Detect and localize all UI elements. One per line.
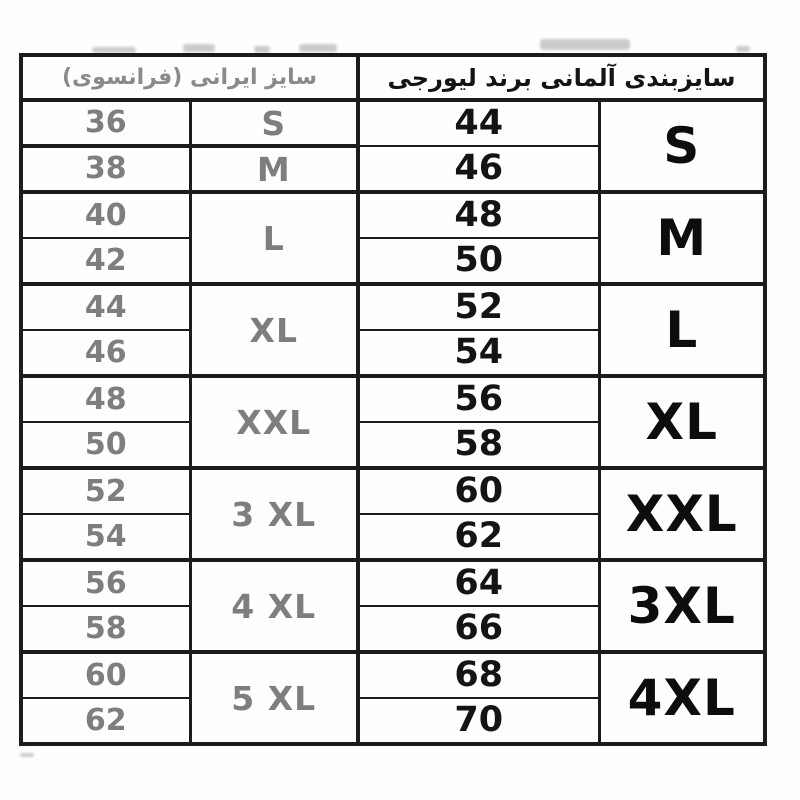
german-size-cell: 56 xyxy=(358,376,599,422)
table-row xyxy=(21,376,765,422)
german-size-cell: 64 xyxy=(358,560,599,606)
iran-size-cell: 36 xyxy=(21,100,190,146)
german-size-cell: 66 xyxy=(358,606,599,652)
iran-size-cell: 50 xyxy=(21,422,190,468)
iran-letter-cell: M xyxy=(190,146,358,192)
iran-size-cell: 48 xyxy=(21,376,190,422)
german-size-cell: 48 xyxy=(358,192,599,238)
german-size-cell: 50 xyxy=(358,238,599,284)
size-conversion-table xyxy=(19,53,767,746)
header-german-size: سایزبندی آلمانی برند لیورجی xyxy=(358,55,765,100)
iran-size-cell: 44 xyxy=(21,284,190,330)
iran-size-cell: 60 xyxy=(21,652,190,698)
artifact-smudge xyxy=(299,44,337,52)
iran-size-cell: 62 xyxy=(21,698,190,744)
iran-size-cell: 40 xyxy=(21,192,190,238)
german-size-cell: 46 xyxy=(358,146,599,192)
iran-size-cell: 58 xyxy=(21,606,190,652)
german-size-cell: 58 xyxy=(358,422,599,468)
artifact-smudge xyxy=(20,753,34,757)
iran-letter-cell: 3 XL xyxy=(190,468,358,560)
iran-letter-cell: 5 XL xyxy=(190,652,358,744)
artifact-smudge xyxy=(183,44,215,52)
iran-size-cell: 38 xyxy=(21,146,190,192)
table-row xyxy=(21,284,765,330)
iran-size-cell: 56 xyxy=(21,560,190,606)
german-letter-cell: 4XL xyxy=(599,652,765,744)
table-row xyxy=(21,192,765,238)
german-letter-cell: XXL xyxy=(599,468,765,560)
iran-size-cell: 52 xyxy=(21,468,190,514)
header-iranian-size: سایز ایرانی (فرانسوی) xyxy=(21,55,358,100)
german-size-cell: 44 xyxy=(358,100,599,146)
header-row xyxy=(21,55,765,100)
german-letter-cell: XL xyxy=(599,376,765,468)
german-size-cell: 62 xyxy=(358,514,599,560)
iran-letter-cell: XXL xyxy=(190,376,358,468)
iran-size-cell: 42 xyxy=(21,238,190,284)
german-letter-cell: S xyxy=(599,100,765,192)
iran-size-cell: 46 xyxy=(21,330,190,376)
german-size-cell: 68 xyxy=(358,652,599,698)
artifact-smudge xyxy=(736,46,750,52)
table-row xyxy=(21,100,765,146)
iran-size-cell: 54 xyxy=(21,514,190,560)
german-size-cell: 60 xyxy=(358,468,599,514)
german-letter-cell: 3XL xyxy=(599,560,765,652)
table-row xyxy=(21,468,765,514)
artifact-smudge xyxy=(254,46,270,53)
iran-letter-cell: 4 XL xyxy=(190,560,358,652)
german-letter-cell: M xyxy=(599,192,765,284)
table-row xyxy=(21,560,765,606)
german-letter-cell: L xyxy=(599,284,765,376)
table-row xyxy=(21,652,765,698)
iran-letter-cell: XL xyxy=(190,284,358,376)
german-size-cell: 54 xyxy=(358,330,599,376)
german-size-cell: 52 xyxy=(358,284,599,330)
german-size-cell: 70 xyxy=(358,698,599,744)
iran-letter-cell: S xyxy=(190,100,358,146)
artifact-smudge xyxy=(540,39,630,50)
iran-letter-cell: L xyxy=(190,192,358,284)
